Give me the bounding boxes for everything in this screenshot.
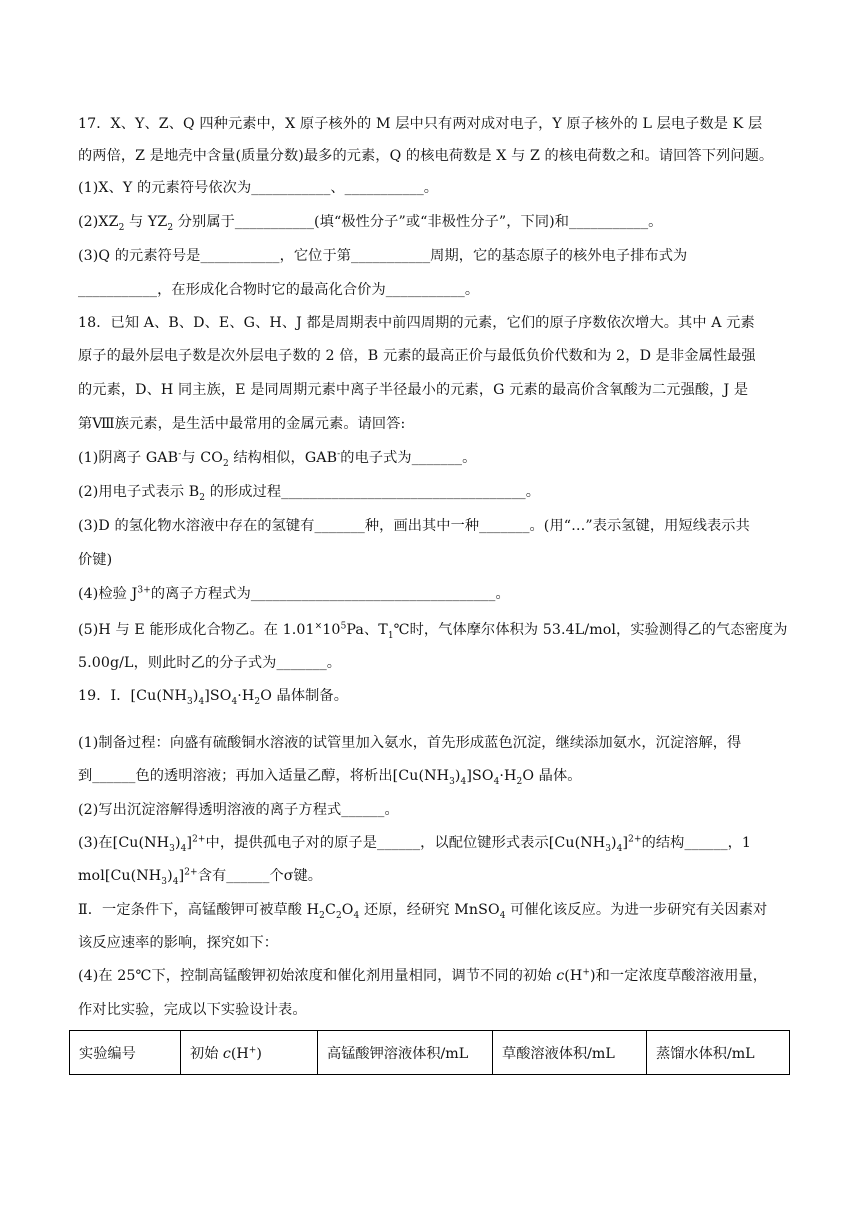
- q19-section-2-line-1: Ⅱ．一定条件下，高锰酸钾可被草酸 $H_2C_2O_4$ 还原，经研究 MnSO$_4$ 可催化该反应。为进一步研究有关因素对: [78, 902, 768, 921]
- q18-part-2: (2)用电子式表示 $B_2$ 的形成过程__________________________________。: [78, 484, 541, 503]
- q17-part-1: (1)X、Y 的元素符号依次为___________、___________。: [78, 180, 439, 196]
- q19-part-4-line-2: 作对比实验，完成以下实验设计表。: [78, 1002, 307, 1018]
- q18-part-5-line-2: 5.00g/L，则此时乙的分子式为_______。: [78, 655, 342, 671]
- q19-part-1-line-2: 到______色的透明溶液；再加入适量乙醇，将析出$[Cu(NH_3)_4]SO_4\cdot H_2O$ 晶体。: [78, 768, 582, 787]
- q18-part-3-line-1: (3)D 的氢化物水溶液中存在的氢键有_______种，画出其中一种_______。(用“…”表示氢键，用短线表示共: [78, 518, 750, 534]
- q18-stem-line-2: 原子的最外层电子数是次外层电子数的 2 倍，B 元素的最高正价与最低负价代数和为 2，D 是非金属性最强: [78, 348, 756, 364]
- q19-section-2-line-2: 该反应速率的影响，探究如下：: [78, 935, 279, 951]
- q17-stem-line-1: 17．X、Y、Z、Q 四种元素中，X 原子核外的 M 层中只有两对成对电子，Y 原子核外的 L 层电子数是 K 层: [78, 116, 763, 132]
- q17-part-3-line-2: ___________，在形成化合物时它的最高化合价为___________。: [78, 282, 480, 298]
- q19-part-2: (2)写出沉淀溶解得透明溶液的离子方程式______。: [78, 802, 399, 818]
- q18-part-3-line-2: 价键): [78, 552, 113, 568]
- table-header-row: [70, 1031, 790, 1075]
- q18-stem-line-4: 第Ⅷ族元素，是生活中最常用的金属元素。请回答:: [78, 416, 406, 432]
- header-initial-concentration: 初始 c(H+): [181, 1031, 318, 1075]
- q18-stem-line-1: 18．已知 A、B、D、E、G、H、J 都是周期表中前四周期的元素，它们的原子序数依次增大。其中 A 元素: [78, 315, 755, 331]
- q17-part-3-line-1: (3)Q 的元素符号是___________，它位于第___________周期，它的基态原子的核外电子排布式为: [78, 248, 688, 264]
- q17-stem-line-2: 的两倍，Z 是地壳中含量(质量分数)最多的元素，Q 的核电荷数是 X 与 Z 的核电荷数之和。请回答下列问题。: [78, 148, 774, 164]
- q19-section-1-heading: 19．Ⅰ．$[Cu(NH_3)_4]SO_4\cdot H_2O$ 晶体制备。: [78, 688, 348, 707]
- q19-part-3-line-2: $mol[Cu(NH_3)_4]^{2+}$含有______个σ键。: [78, 867, 323, 887]
- q19-part-1-line-1: (1)制备过程：向盛有硫酸铜水溶液的试管里加入氨水，首先形成蓝色沉淀，继续添加氨水，沉淀溶解，得: [78, 735, 742, 751]
- q18-part-4: (4)检验 $J^{3+}$的离子方程式为__________________________________。: [78, 585, 510, 602]
- q19-part-3-line-1: (3)在$[Cu(NH_3)_4]^{2+}$中，提供孤电子对的原子是______，以配位键形式表示$[Cu(NH_3)_4]^{2+}$的结构______，1: [78, 834, 752, 854]
- q17-part-2: $(2)XZ_2$ 与 $YZ_2$ 分别属于___________(填“极性分子”或“非极性分子”，下同)和___________。: [78, 214, 663, 233]
- header-water-volume: 蒸馏水体积/mL: [647, 1031, 790, 1075]
- q19-part-4-line-1: (4)在 25℃下，控制高锰酸钾初始浓度和催化剂用量相同，调节不同的初始 c(H+)和一定浓度草酸溶液用量，: [78, 967, 768, 984]
- experiment-design-table: [69, 1030, 790, 1075]
- header-experiment-number: 实验编号: [70, 1031, 181, 1075]
- header-kmno4-volume: 高锰酸钾溶液体积/mL: [318, 1031, 493, 1075]
- q18-part-5-line-1: (5)H 与 E 能形成化合物乙。在 $1.01^\times 10^5Pa$、$T_1℃$时，气体摩尔体积为 53.4L/mol，实验测得乙的气态密度为: [78, 621, 788, 641]
- header-oxalic-acid-volume: 草酸溶液体积/mL: [493, 1031, 647, 1075]
- q18-part-1: (1)阴离子 GAB-与 $CO_2$ 结构相似，GAB-的电子式为_______。: [78, 449, 477, 469]
- q18-stem-line-3: 的元素，D、H 同主族，E 是同周期元素中离子半径最小的元素，G 元素的最高价含氧酸为二元强酸，J 是: [78, 382, 749, 398]
